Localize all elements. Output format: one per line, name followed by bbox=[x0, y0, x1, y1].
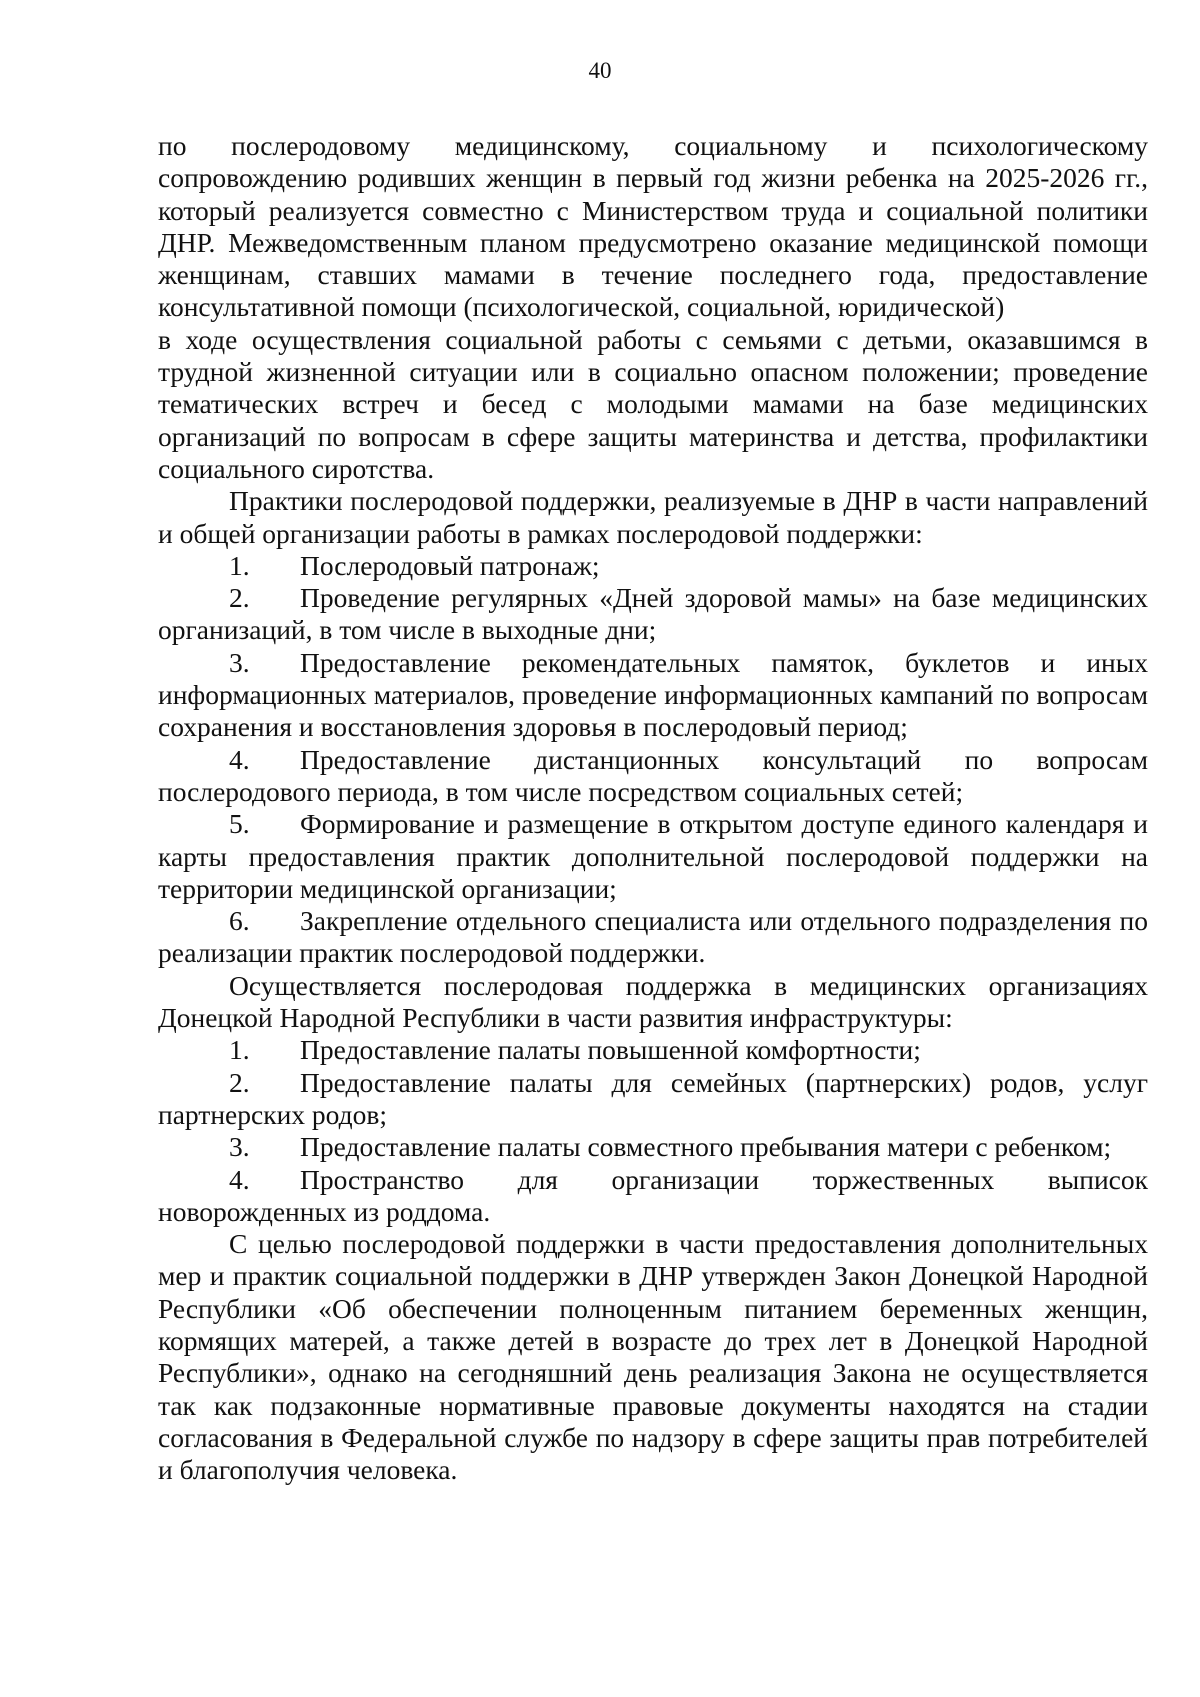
infrastructure-lead-paragraph: Осуществляется послеродовая поддержка в медицинских организациях Донецкой Народной Республики в части развития инфраструктуры: bbox=[158, 969, 1148, 1034]
list-item-number: 5. bbox=[229, 808, 250, 840]
list-item-number: 4. bbox=[229, 743, 250, 775]
list-item-text: Предоставление палаты совместного пребывания матери с ребенком; bbox=[300, 1131, 1112, 1163]
practices-list-item bbox=[158, 905, 1148, 970]
list-item-text: Предоставление палаты повышенной комфортности; bbox=[300, 1034, 921, 1066]
intro-paragraph-1: по послеродовому медицинскому, социальному и психологическому сопровождению родивших женщин в первый год жизни ребенка на 2025-2026 гг., который реализуется совместно с Министерством труда и социальной политики ДНР. Межведомственным планом предусмотрено оказание медицинской помощи женщинам, ставших мамами в течение последнего года, предоставление консультативной помощи (психологической, социальной, юридической) bbox=[158, 130, 1148, 323]
list-item-text: Предоставление рекомендательных памяток, буклетов и иных информационных материалов, проведение информационных кампаний по вопросам сохранения и восстановления здоровья в послеродовый период; bbox=[158, 646, 1148, 743]
list-item-text: Предоставление палаты для семейных (партнерских) родов, услуг партнерских родов; bbox=[158, 1066, 1148, 1130]
list-item-text: Закрепление отдельного специалиста или отдельного подразделения по реализации практик послеродовой поддержки. bbox=[158, 905, 1148, 969]
list-item-text: Проведение регулярных «Дней здоровой мамы» на базе медицинских организаций, в том числе в выходные дни; bbox=[158, 582, 1148, 646]
list-item-number: 4. bbox=[229, 1163, 250, 1195]
list-item-number: 3. bbox=[229, 1131, 250, 1163]
closing-paragraph: С целью послеродовой поддержки в части предоставления дополнительных мер и практик социальной поддержки в ДНР утвержден Закон Донецкой Народной Республики «Об обеспечении полноценным питанием беременных женщин, кормящих матерей, а также детей в возрасте до трех лет в Донецкой Народной Республики», однако на сегодняшний день реализация Закона не осуществляется так как подзаконные нормативные правовые документы находятся на стадии согласования в Федеральной службе по надзору в сфере защиты прав потребителей и благополучия человека. bbox=[158, 1228, 1148, 1486]
list-item-number: 6. bbox=[229, 905, 250, 937]
list-item-number: 1. bbox=[229, 1034, 250, 1066]
list-item-text: Формирование и размещение в открытом доступе единого календаря и карты предоставления практик дополнительной послеродовой поддержки на территории медицинской организации; bbox=[158, 808, 1148, 904]
list-item-text: Послеродовый патронаж; bbox=[300, 549, 600, 581]
infrastructure-list-item bbox=[158, 1164, 1148, 1229]
list-item-number: 2. bbox=[229, 582, 250, 614]
list-item-number: 2. bbox=[229, 1066, 250, 1098]
practices-list-item bbox=[158, 550, 1148, 582]
practices-lead-paragraph: Практики послеродовой поддержки, реализуемые в ДНР в части направлений и общей организации работы в рамках послеродовой поддержки: bbox=[158, 485, 1148, 549]
page-number: 40 bbox=[588, 58, 612, 83]
practices-list-item bbox=[158, 808, 1148, 905]
document-body bbox=[158, 130, 1148, 1486]
practices-list-item bbox=[158, 744, 1148, 809]
practices-list-item bbox=[158, 647, 1148, 744]
practices-list-item bbox=[158, 582, 1148, 647]
list-item-text: Предоставление дистанционных консультаций по вопросам послеродового периода, в том числе посредством социальных сетей; bbox=[158, 743, 1148, 807]
list-item-text: Пространство для организации торжественных выписок новорожденных из роддома. bbox=[158, 1163, 1148, 1227]
infrastructure-list-item bbox=[158, 1067, 1148, 1132]
list-item-number: 3. bbox=[229, 646, 250, 678]
list-item-number: 1. bbox=[229, 549, 250, 581]
intro-paragraph-2: в ходе осуществления социальной работы с семьями с детьми, оказавшимся в трудной жизненной ситуации или в социально опасном положении; проведение тематических встреч и бесед с молодыми мамами на базе медицинских организаций по вопросам в сфере защиты материнства и детства, профилактики социального сиротства. bbox=[158, 323, 1148, 484]
infrastructure-list-item bbox=[158, 1131, 1148, 1163]
infrastructure-list-item bbox=[158, 1034, 1148, 1066]
